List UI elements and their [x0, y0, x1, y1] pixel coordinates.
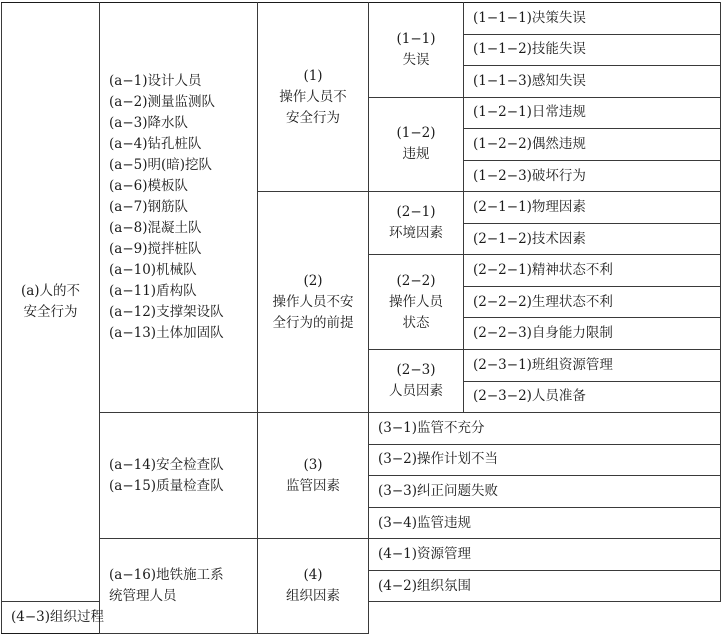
- leaf-item: (1−1−2)技能失误: [464, 34, 721, 66]
- category-1-cell: (1) 操作人员不 安全行为: [258, 3, 369, 192]
- category-4-cell: (4) 组织因素: [258, 539, 369, 634]
- unit-item: (a−14)安全检查队: [109, 456, 224, 473]
- leaf-item: (1−2−1)日常违规: [464, 97, 721, 129]
- leaf-item: (2−3−1)班组资源管理: [464, 350, 721, 382]
- leaf-item: (3−3)纠正问题失败: [369, 476, 721, 508]
- unit-item: (a−11)盾构队: [109, 283, 197, 300]
- leaf-item: (2−3−2)人员准备: [464, 381, 721, 413]
- leaf-item: (4−2)组织氛围: [369, 570, 721, 602]
- unit-item: (a−9)搅拌桩队: [109, 241, 202, 258]
- unit-item: (a−2)测量监测队: [109, 94, 215, 111]
- leaf-item: (2−1−1)物理因素: [464, 192, 721, 224]
- unit-item: (a−3)降水队: [109, 115, 188, 132]
- unit-item: (a−4)钻孔桩队: [109, 136, 202, 153]
- leaf-item: (2−2−3)自身能力限制: [464, 318, 721, 350]
- category-3-cell: (3) 监管因素: [258, 413, 369, 539]
- unit-item: (a−5)明(暗)挖队: [109, 157, 213, 174]
- unit-list-construction: [100, 3, 258, 413]
- subcategory-1-2-cell: (1−2) 违规: [369, 97, 464, 192]
- root-cell: (a)人的不 安全行为: [2, 3, 100, 602]
- subcategory-2-2-cell: (2−2) 操作人员 状态: [369, 255, 464, 350]
- unit-item: (a−1)设计人员: [109, 73, 202, 90]
- unit-item: (a−10)机械队: [109, 262, 197, 279]
- unit-item: (a−7)钢筋队: [109, 199, 188, 216]
- unit-item: (a−12)支撑架设队: [109, 304, 224, 321]
- leaf-item: (2−2−1)精神状态不利: [464, 255, 721, 287]
- leaf-item: (4−3)组织过程: [2, 602, 258, 634]
- unit-item: (a−13)土体加固队: [109, 325, 224, 342]
- leaf-item: (3−2)操作计划不当: [369, 444, 721, 476]
- unit-item: (a−16)地铁施工系: [109, 567, 224, 584]
- leaf-item: (2−1−2)技术因素: [464, 223, 721, 255]
- unit-item: (a−15)质量检查队: [109, 477, 224, 494]
- leaf-item: (2−2−2)生理状态不利: [464, 286, 721, 318]
- leaf-item: (3−4)监管违规: [369, 507, 721, 539]
- unit-item: (a−6)模板队: [109, 178, 188, 195]
- subcategory-1-1-cell: (1−1) 失误: [369, 3, 464, 98]
- leaf-item: (3−1)监管不充分: [369, 413, 721, 445]
- subcategory-2-1-cell: (2−1) 环境因素: [369, 192, 464, 255]
- leaf-item: (1−1−3)感知失误: [464, 66, 721, 98]
- leaf-item: (1−2−2)偶然违规: [464, 129, 721, 161]
- leaf-item: (1−1−1)决策失误: [464, 3, 721, 35]
- category-2-cell: (2) 操作人员不安 全行为的前提: [258, 192, 369, 413]
- subcategory-2-3-cell: (2−3) 人员因素: [369, 350, 464, 413]
- leaf-item: (1−2−3)破坏行为: [464, 160, 721, 192]
- unit-item: (a−8)混凝土队: [109, 220, 202, 237]
- unit-item: 统管理人员: [109, 588, 177, 605]
- leaf-item: (4−1)资源管理: [369, 539, 721, 571]
- unit-list-inspection: [100, 413, 258, 539]
- hfacs-table: [1, 2, 721, 634]
